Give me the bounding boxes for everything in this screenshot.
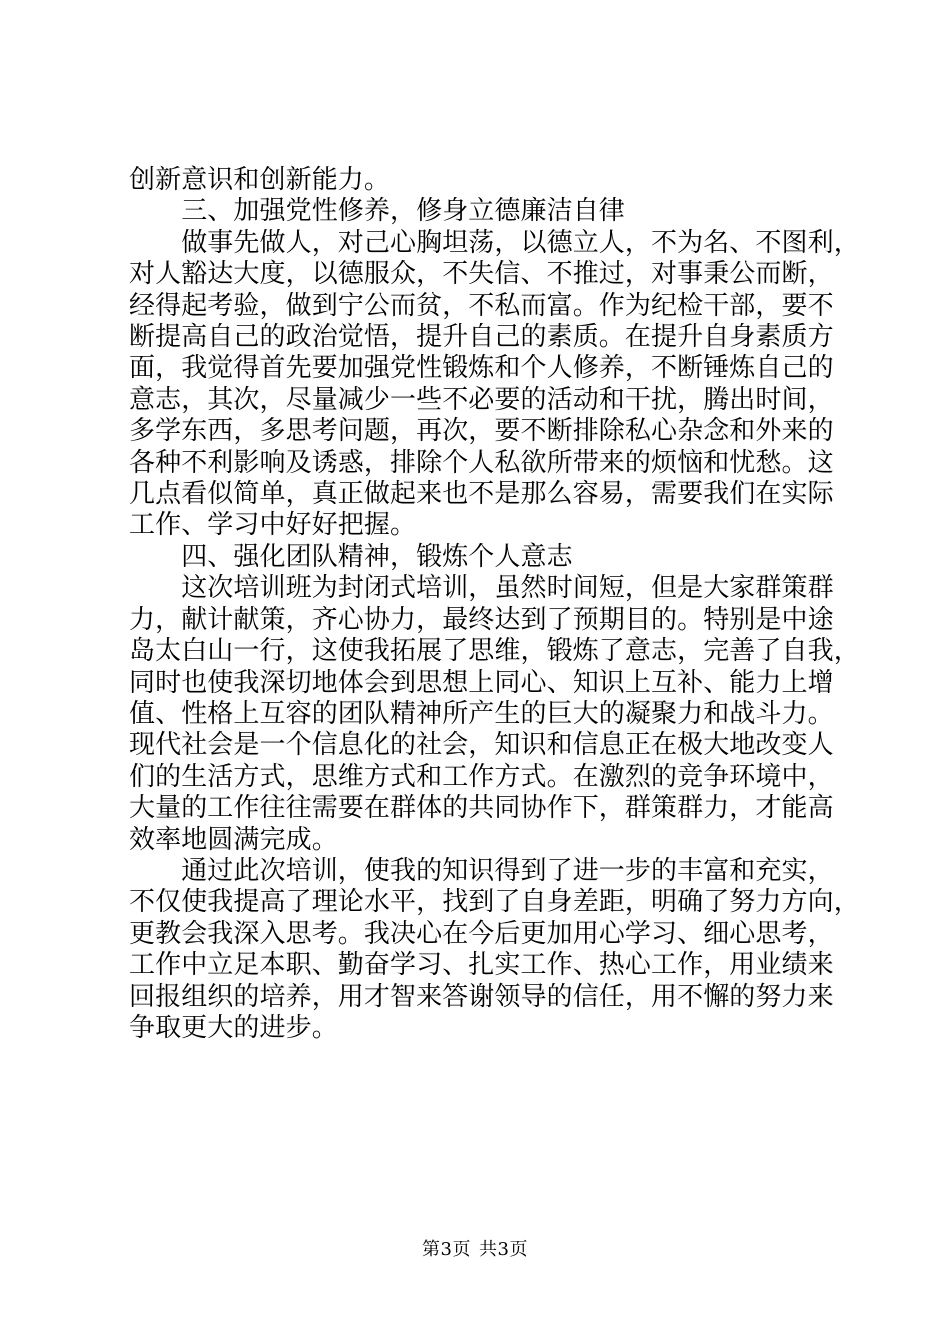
- section-heading-4: 四、强化团队精神，锻炼个人意志: [129, 541, 573, 572]
- document-body: [129, 165, 860, 1044]
- text-line: 工作中立足本职、勤奋学习、扎实工作、热心工作，用业绩来: [129, 950, 834, 981]
- text-line: 创新意识和创新能力。: [129, 165, 391, 195]
- text-line: 更教会我深入思考。我决心在今后更加用心学习、细心思考，: [129, 918, 834, 949]
- text-line: 回报组织的培养，用才智来答谢领导的信任，用不懈的努力来: [129, 981, 834, 1012]
- text-line: 做事先做人，对己心胸坦荡，以德立人，不为名、不图利，: [129, 227, 860, 258]
- text-line: 多学东西，多思考问题，再次，要不断排除私心杂念和外来的: [129, 416, 834, 447]
- text-line: 工作、学习中好好把握。: [129, 510, 417, 541]
- text-line: 岛太白山一行，这使我拓展了思维，锻炼了意志，完善了自我，: [129, 636, 860, 667]
- text-line: 力，献计献策，齐心协力，最终达到了预期目的。特别是中途: [129, 604, 834, 635]
- text-line: 不仅使我提高了理论水平，找到了自身差距，明确了努力方向，: [129, 887, 860, 918]
- text-line: 对人豁达大度，以德服众，不失信、不推过，对事秉公而断，: [129, 259, 834, 290]
- text-line: 大量的工作往往需要在群体的共同协作下，群策群力，才能高: [129, 793, 834, 824]
- text-line: 同时也使我深切地体会到思想上同心、知识上互补、能力上增: [129, 667, 834, 698]
- text-line: 意志，其次，尽量减少一些不必要的活动和干扰，腾出时间，: [129, 384, 834, 415]
- page-number: 第3页: [422, 1239, 471, 1260]
- text-line: 争取更大的进步。: [129, 1012, 338, 1043]
- text-line: 通过此次培训，使我的知识得到了进一步的丰富和充实，: [129, 855, 834, 886]
- text-line: 们的生活方式，思维方式和工作方式。在激烈的竞争环境中，: [129, 761, 834, 792]
- text-line: 值、性格上互容的团队精神所产生的巨大的凝聚力和战斗力。: [129, 698, 834, 729]
- text-line: 这次培训班为封闭式培训，虽然时间短，但是大家群策群: [129, 573, 834, 604]
- text-line: 各种不利影响及诱惑，排除个人私欲所带来的烦恼和忧愁。这: [129, 447, 834, 478]
- text-line: 几点看似简单，真正做起来也不是那么容易，需要我们在实际: [129, 479, 834, 510]
- text-line: 效率地圆满完成。: [129, 824, 338, 855]
- text-line: 经得起考验，做到宁公而贫，不私而富。作为纪检干部，要不: [129, 290, 834, 321]
- text-line: 面，我觉得首先要加强党性锻炼和个人修养，不断锤炼自己的: [129, 353, 834, 384]
- text-line: 断提高自己的政治觉悟，提升自己的素质。在提升自身素质方: [129, 322, 834, 353]
- page-total: 共3页: [479, 1239, 528, 1260]
- page-footer: [0, 1238, 950, 1262]
- section-heading-3: 三、加强党性修养，修身立德廉洁自律: [129, 196, 625, 227]
- text-line: 现代社会是一个信息化的社会，知识和信息正在极大地改变人: [129, 730, 834, 761]
